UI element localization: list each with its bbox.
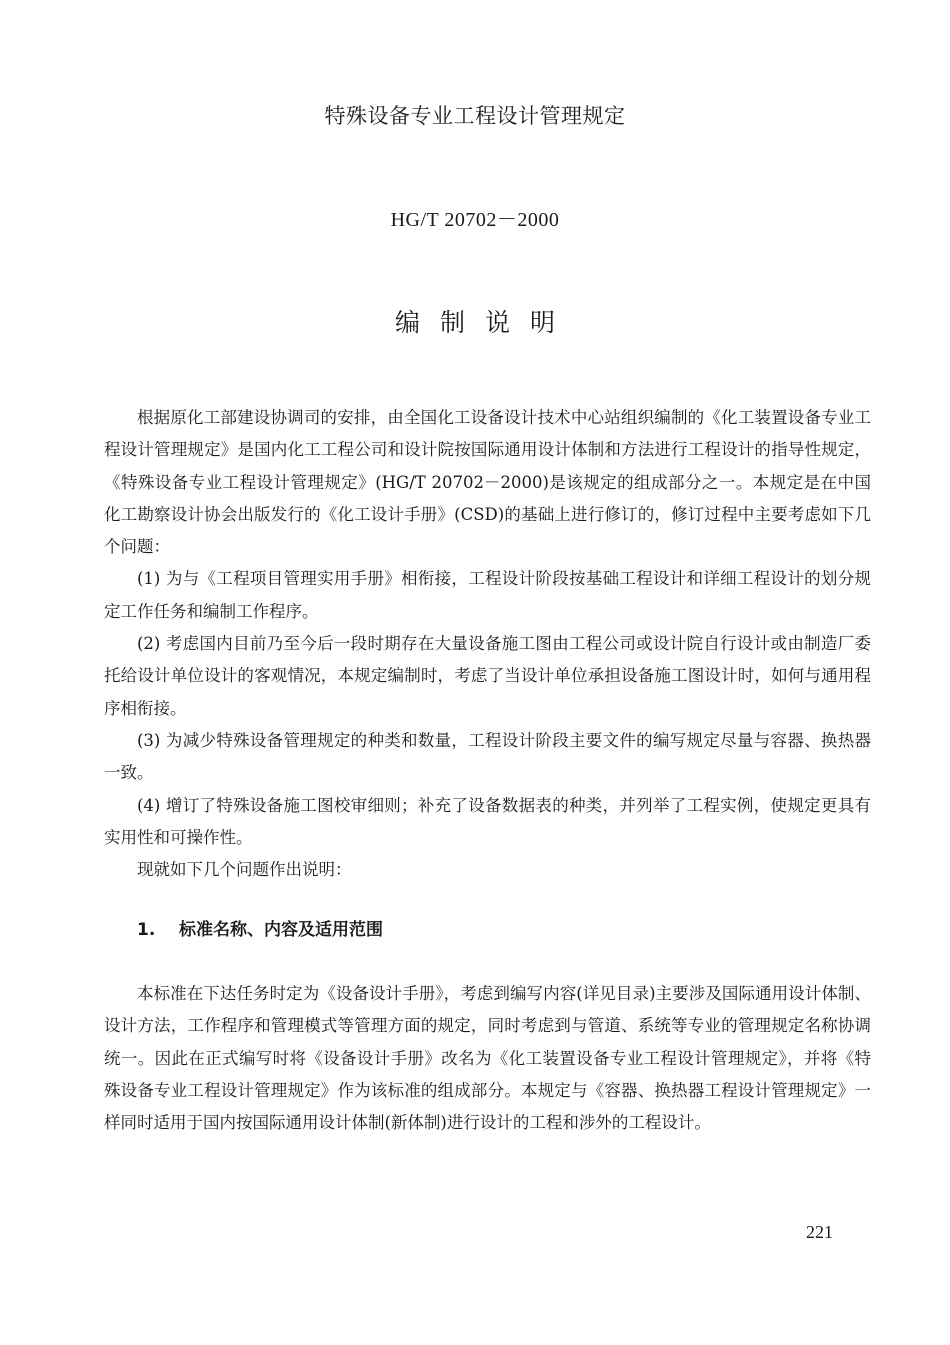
section1-paragraph: 本标准在下达任务时定为《设备设计手册》，考虑到编写内容(详见目录)主要涉及国际通用设计体制、设计方法，工作程序和管理模式等管理方面的规定，同时考虑到与管道、系统等专业的管理规定名称协调统一。因此在正式编写时将《设备设计手册》改名为《化工装置设备专业工程设计管理规定》，并将《特殊设备专业工程设计管理规定》作为该标准的组成部分。本规定与《容器、换热器工程设计管理规定》一样同时适用于国内按国际通用设计体制(新体制)进行设计的工程和涉外的工程设计。 <box>104 984 871 1133</box>
section-heading: 编制说明 <box>394 308 575 337</box>
section1-number: 1. <box>137 920 156 940</box>
section1-title: 标准名称、内容及适用范围 <box>179 920 383 940</box>
document-title: 特殊设备专业工程设计管理规定 <box>324 104 626 128</box>
page-number: 221 <box>806 1222 833 1242</box>
section1-text <box>104 978 871 1139</box>
section1-heading <box>137 915 383 940</box>
intro-paragraph: 根据原化工部建设协调司的安排，由全国化工设备设计技术中心站组织编制的《化工装置设备专业工程设计管理规定》是国内化工工程公司和设计院按国际通用设计体制和方法进行工程设计的指导性规定，《特殊设备专业工程设计管理规定》(HG/T 20702－2000)是该规定的组成部分之一。本规定是在中国化工勘察设计协会出版发行的《化工设计手册》(CSD)的基础上进行修订的，修订过程中主要考虑如下几个问题： <box>104 408 871 557</box>
intro-item-2: (2) 考虑国内目前乃至今后一段时期存在大量设备施工图由工程公司或设计院自行设计或由制造厂委托给设计单位设计的客观情况，本规定编制时，考虑了当设计单位承担设备施工图设计时，如何与通用程序相衔接。 <box>104 634 871 718</box>
standard-code: HG/T 20702－2000 <box>390 209 560 231</box>
intro-item-4: (4) 增订了特殊设备施工图校审细则；补充了设备数据表的种类，并列举了工程实例，使规定更具有实用性和可操作性。 <box>104 795 871 847</box>
intro-closing: 现就如下几个问题作出说明： <box>137 860 352 880</box>
intro-item-3: (3) 为减少特殊设备管理规定的种类和数量，工程设计阶段主要文件的编写规定尽量与容器、换热器一致。 <box>104 730 871 783</box>
intro-text <box>104 402 871 886</box>
intro-item-1: (1) 为与《工程项目管理实用手册》相衔接，工程设计阶段按基础工程设计和详细工程设计的划分规定工作任务和编制工作程序。 <box>104 569 871 621</box>
